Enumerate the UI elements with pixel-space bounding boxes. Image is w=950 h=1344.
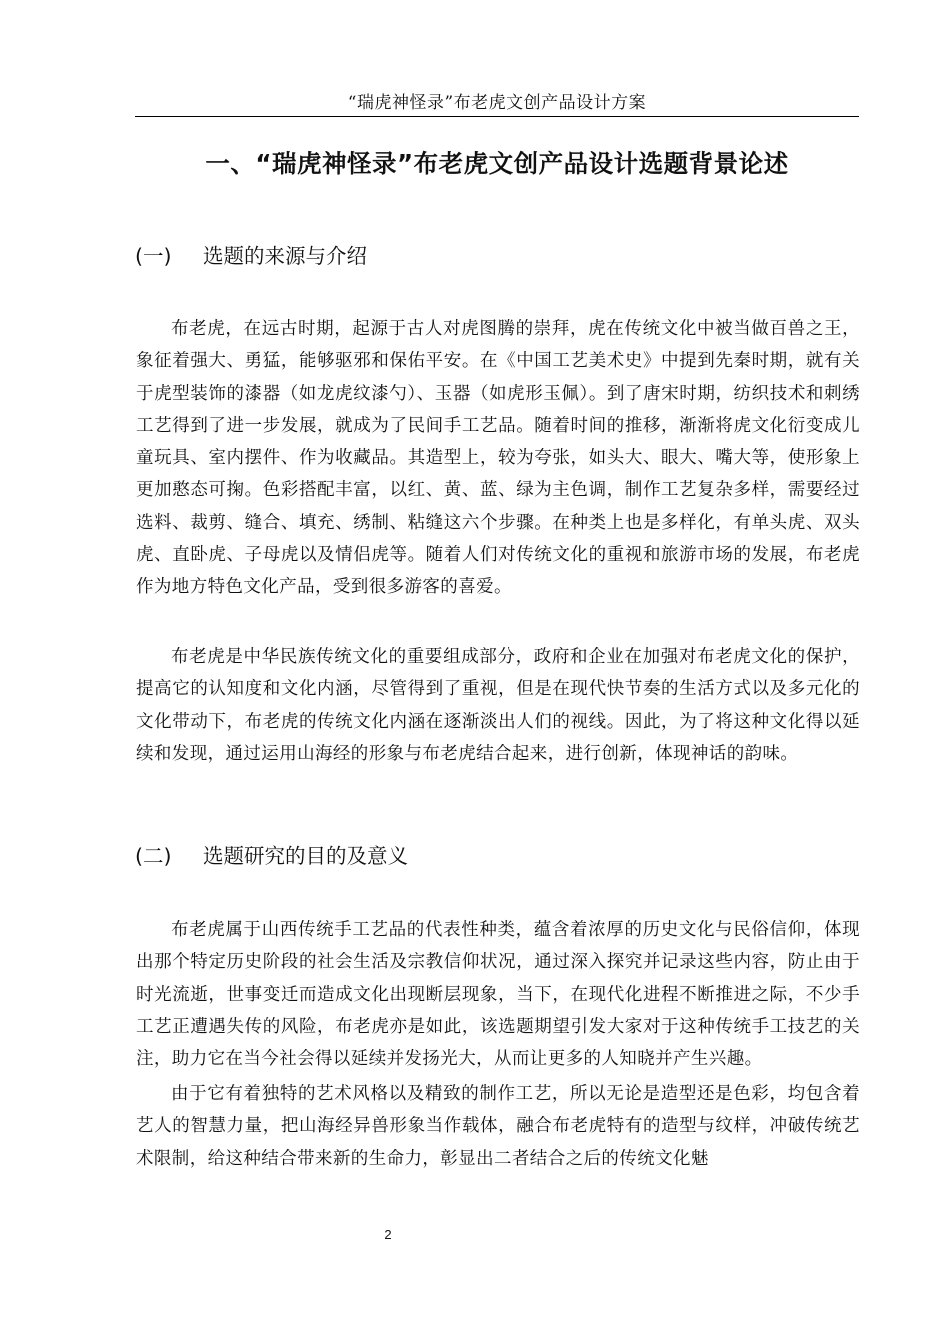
body-paragraph: 由于它有着独特的艺术风格以及精致的制作工艺，所以无论是造型还是色彩，均包含着艺人的智慧力量，把山海经异兽形象当作载体，融合布老虎特有的造型与纹样，冲破传统艺术限制，给这种结合带来新的生命力，彰显出二者结合之后的传统文化魅 [136, 1084, 860, 1169]
section-number: (一) [135, 244, 172, 268]
body-paragraph: 布老虎，在远古时期，起源于古人对虎图腾的崇拜，虎在传统文化中被当做百兽之王，象征着强大、勇猛，能够驱邪和保佑平安。在《中国工艺美术史》中提到先秦时期，就有关于虎型装饰的漆器（如龙虎纹漆勺）、玉器（如虎形玉佩）。到了唐宋时期，纺织技术和刺绣工艺得到了进一步发展，就成为了民间手工艺品。随着时间的推移，渐渐将虎文化衍变成儿童玩具、室内摆件、作为收藏品。其造型上，较为夸张，如头大、眼大、嘴大等，使形象上更加憨态可掬。色彩搭配丰富，以红、黄、蓝、绿为主色调，制作工艺复杂多样，需要经过选料、裁剪、缝合、填充、绣制、粘缝这六个步骤。在种类上也是多样化，有单头虎、双头虎、直卧虎、子母虎以及情侣虎等。随着人们对传统文化的重视和旅游市场的发展，布老虎作为地方特色文化产品，受到很多游客的喜爱。 [136, 319, 860, 598]
section-heading-2 [135, 841, 408, 871]
section-title: 选题研究的目的及意义 [203, 844, 408, 868]
section-number: (二) [135, 844, 172, 868]
body-paragraph: 布老虎属于山西传统手工艺品的代表性种类，蕴含着浓厚的历史文化与民俗信仰，体现出那个特定历史阶段的社会生活及宗教信仰状况，通过深入探究并记录这些内容，防止由于时光流逝，世事变迁而造成文化出现断层现象，当下，在现代化进程不断推进之际，不少手工艺正遭遇失传的风险，布老虎亦是如此，该选题期望引发大家对于这种传统手工技艺的关注，助力它在当今社会得以延续并发扬光大，从而让更多的人知晓并产生兴趣。 [136, 920, 860, 1070]
body-paragraph: 布老虎是中华民族传统文化的重要组成部分，政府和企业在加强对布老虎文化的保护，提高它的认知度和文化内涵，尽管得到了重视，但是在现代快节奏的生活方式以及多元化的文化带动下，布老虎的传统文化内涵在逐渐淡出人们的视线。因此，为了将这种文化得以延续和发现，通过运用山海经的形象与布老虎结合起来，进行创新，体现神话的韵味。 [136, 647, 860, 764]
section-title: 选题的来源与介绍 [203, 244, 367, 268]
section-heading-1 [135, 241, 367, 271]
page-number: 2 [384, 1227, 392, 1242]
header-divider [135, 116, 859, 117]
running-header: “瑞虎神怪录”布老虎文创产品设计方案 [347, 93, 647, 113]
chapter-title: 一、“瑞虎神怪录”布老虎文创产品设计选题背景论述 [205, 149, 789, 178]
